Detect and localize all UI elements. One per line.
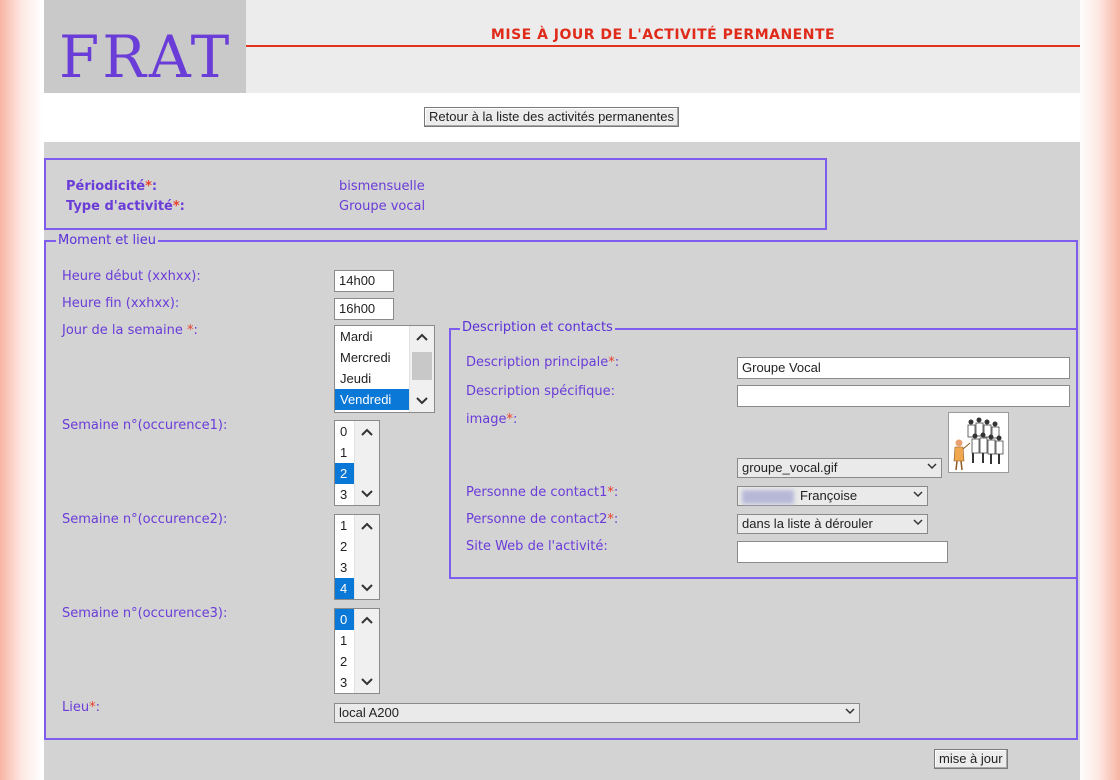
occ3-option[interactable]: 2: [340, 654, 348, 669]
occurence2-label: Semaine n°(occurence2):: [62, 512, 228, 527]
description-specifique-label: Description spécifique:: [466, 384, 616, 399]
chevron-down-icon: [913, 490, 923, 498]
image-select[interactable]: [737, 458, 942, 478]
occ2-option[interactable]: 2: [340, 539, 348, 554]
occ1-scrollbar[interactable]: [354, 421, 379, 505]
lieu-select-value: local A200: [339, 705, 399, 720]
occurence3-label: Semaine n°(occurence3):: [62, 606, 228, 621]
periodicite-label: Périodicité*:: [66, 179, 158, 194]
occ3-option-selected[interactable]: 0: [335, 609, 355, 630]
chevron-up-icon[interactable]: [410, 326, 434, 348]
page-title: MISE À JOUR DE L'ACTIVITÉ PERMANENTE: [490, 27, 836, 43]
logo: FRAT: [59, 23, 233, 91]
jour-semaine-listbox[interactable]: [334, 325, 435, 413]
occ2-option-selected[interactable]: 4: [335, 578, 355, 599]
chevron-down-icon[interactable]: [410, 390, 434, 412]
jour-option-jeudi[interactable]: Jeudi: [340, 371, 372, 386]
chevron-down-icon[interactable]: [355, 671, 379, 693]
occ1-option[interactable]: 3: [340, 487, 348, 502]
image-label: image*:: [466, 412, 518, 427]
contact1-select-value: Françoise: [800, 488, 858, 503]
occurence1-listbox[interactable]: [334, 420, 380, 506]
moment-lieu-legend: Moment et lieu: [58, 233, 156, 248]
jour-option-mardi[interactable]: Mardi: [340, 329, 373, 344]
chevron-up-icon[interactable]: [355, 609, 379, 631]
occurence2-listbox[interactable]: [334, 514, 380, 600]
chevron-up-icon[interactable]: [355, 515, 379, 537]
scroll-thumb[interactable]: [412, 352, 432, 380]
chevron-down-icon: [845, 707, 855, 715]
lieu-label: Lieu*:: [62, 700, 100, 715]
heure-fin-label: Heure fin (xxhxx):: [62, 296, 180, 311]
image-select-value: groupe_vocal.gif: [742, 460, 838, 475]
occ1-option[interactable]: 1: [340, 445, 348, 460]
jour-option-vendredi[interactable]: Vendredi: [335, 389, 410, 410]
periodicite-value: bismensuelle: [339, 179, 425, 194]
occurence1-label: Semaine n°(occurence1):: [62, 418, 228, 433]
occ2-option[interactable]: 3: [340, 560, 348, 575]
title-rule: [246, 45, 1080, 47]
contact1-select[interactable]: [737, 486, 928, 506]
type-activite-label: Type d'activité*:: [66, 199, 185, 214]
site-web-label: Site Web de l'activité:: [466, 539, 608, 554]
jour-scrollbar[interactable]: [409, 326, 434, 412]
occ3-option[interactable]: 3: [340, 675, 348, 690]
occ2-option[interactable]: 1: [340, 518, 348, 533]
chevron-up-icon[interactable]: [355, 421, 379, 443]
summary-box: [44, 158, 827, 230]
description-principale-input[interactable]: Groupe Vocal: [737, 357, 1070, 379]
occ3-option[interactable]: 1: [340, 633, 348, 648]
site-web-input[interactable]: [737, 541, 948, 563]
contact1-label: Personne de contact1*:: [466, 485, 619, 500]
redacted-name: [742, 490, 794, 504]
update-button[interactable]: mise à jour: [934, 749, 1008, 769]
occ1-option-selected[interactable]: 2: [335, 463, 355, 484]
back-to-list-button[interactable]: Retour à la liste des activités permanentes: [424, 107, 679, 127]
lieu-select[interactable]: [334, 703, 860, 723]
description-principale-label: Description principale*:: [466, 355, 620, 370]
page: [44, 0, 1080, 780]
description-specifique-input[interactable]: [737, 385, 1070, 407]
chevron-down-icon: [913, 518, 923, 526]
chevron-down-icon: [927, 462, 937, 470]
contact2-select[interactable]: [737, 514, 928, 534]
occurence3-listbox[interactable]: [334, 608, 380, 694]
description-legend: Description et contacts: [462, 320, 613, 335]
logo-area: [44, 0, 246, 93]
occ2-scrollbar[interactable]: [354, 515, 379, 599]
choir-image: [948, 412, 1009, 473]
heure-fin-input[interactable]: 16h00: [334, 298, 394, 320]
jour-option-mercredi[interactable]: Mercredi: [340, 350, 391, 365]
occ3-scrollbar[interactable]: [354, 609, 379, 693]
occ1-option[interactable]: 0: [340, 424, 348, 439]
chevron-down-icon[interactable]: [355, 483, 379, 505]
contact2-select-value: dans la liste à dérouler: [742, 516, 873, 531]
heure-debut-input[interactable]: 14h00: [334, 270, 394, 292]
type-activite-value: Groupe vocal: [339, 199, 426, 214]
heure-debut-label: Heure début (xxhxx):: [62, 269, 201, 284]
chevron-down-icon[interactable]: [355, 577, 379, 599]
jour-semaine-label: Jour de la semaine *:: [62, 323, 198, 338]
contact2-label: Personne de contact2*:: [466, 512, 619, 527]
